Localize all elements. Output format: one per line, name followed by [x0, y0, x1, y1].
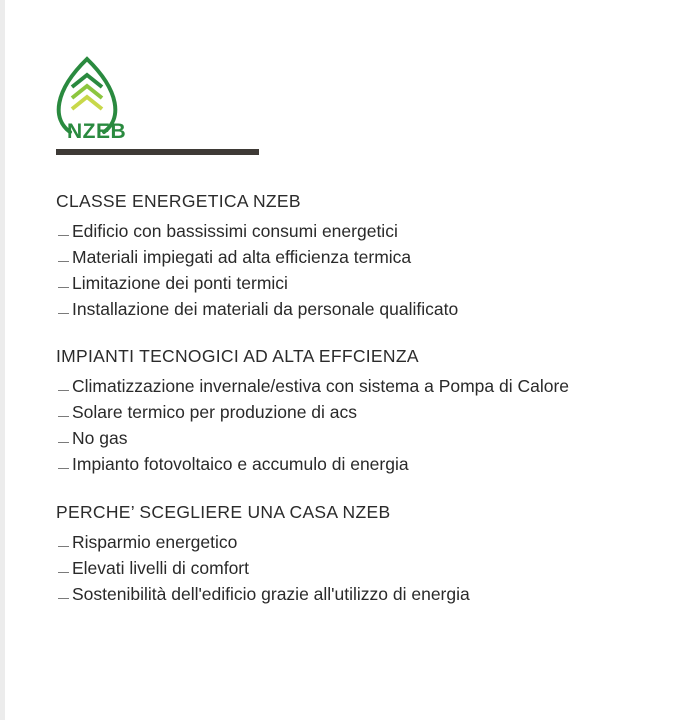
list-item-text: Edificio con bassissimi consumi energetici [72, 221, 398, 241]
dash-bullet [58, 546, 69, 547]
logo-text: NZEB [67, 120, 127, 143]
list-item [56, 218, 686, 244]
list-item [56, 555, 686, 581]
list-item-text: No gas [72, 428, 128, 448]
list-item-text: Risparmio energetico [72, 532, 238, 552]
dash-bullet [58, 442, 69, 443]
dash-bullet [58, 235, 69, 236]
list-item [56, 529, 686, 555]
list-item [56, 270, 686, 296]
dash-bullet [58, 416, 69, 417]
list-item-text: Sostenibilità dell'edificio grazie all'utilizzo di energia [72, 584, 470, 604]
list-item [56, 451, 686, 477]
list-item [56, 399, 686, 425]
list-item [56, 581, 686, 607]
page-left-edge [0, 0, 5, 720]
section-title: PERCHE’ SCEGLIERE UNA CASA NZEB [56, 502, 391, 522]
section-title: CLASSE ENERGETICA NZEB [56, 191, 301, 211]
dash-bullet [58, 261, 69, 262]
list-item [56, 296, 686, 322]
list-item [56, 425, 686, 451]
list-item-text: Installazione dei materiali da personale qualificato [72, 299, 459, 319]
dash-bullet [58, 572, 69, 573]
section-title: IMPIANTI TECNOGICI AD ALTA EFFCIENZA [56, 346, 419, 366]
list-item-text: Materiali impiegati ad alta efficienza termica [72, 247, 412, 267]
list-item-text: Elevati livelli di comfort [72, 558, 249, 578]
list-item [56, 244, 686, 270]
section-impianti-tecnologici [56, 345, 686, 477]
list-item-text: Limitazione dei ponti termici [72, 273, 288, 293]
dash-bullet [58, 598, 69, 599]
dash-bullet [58, 390, 69, 391]
dash-bullet [58, 468, 69, 469]
header-divider [56, 149, 259, 155]
list-item [56, 373, 686, 399]
list-item-text: Impianto fotovoltaico e accumulo di energia [72, 454, 409, 474]
dash-bullet [58, 313, 69, 314]
section-classe-energetica [56, 190, 686, 322]
list-item-text: Climatizzazione invernale/estiva con sistema a Pompa di Calore [72, 376, 570, 396]
list-item-text: Solare termico per produzione di acs [72, 402, 358, 422]
section-perche-scegliere [56, 501, 686, 607]
dash-bullet [58, 287, 69, 288]
